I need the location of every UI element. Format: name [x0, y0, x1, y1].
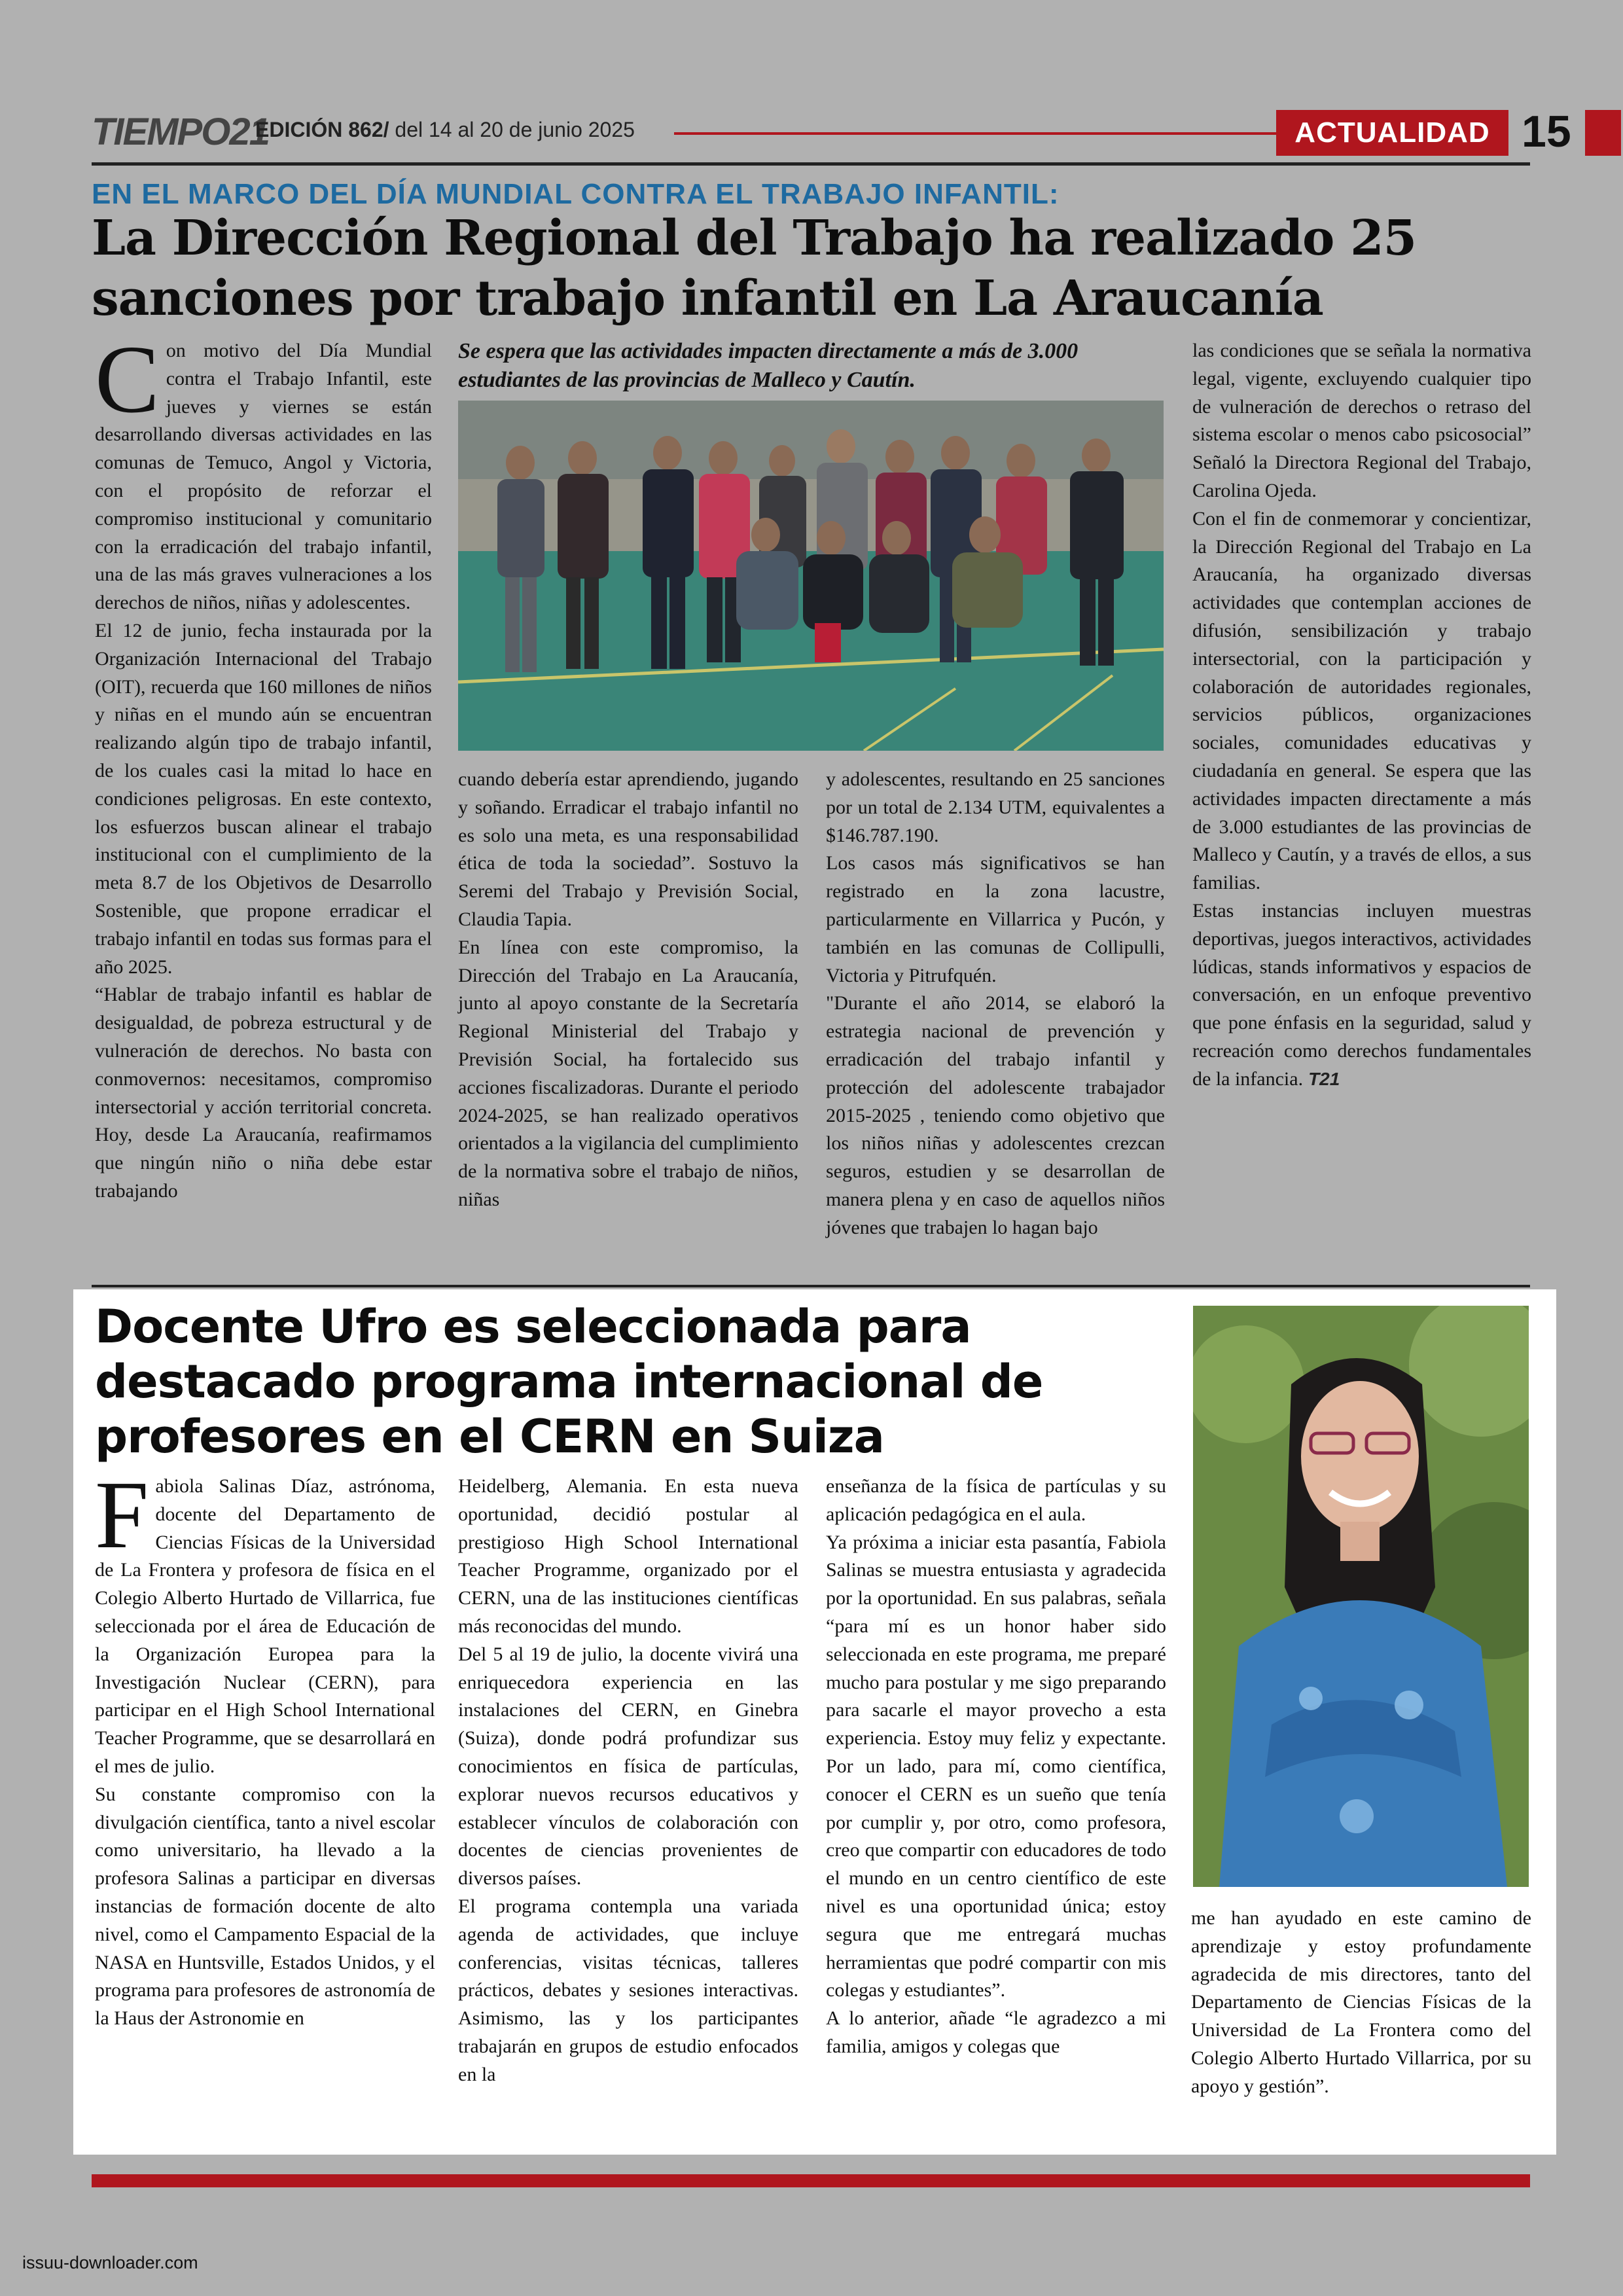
article1-paragraph: cuando debería estar aprendiendo, jugando y soñando. Erradicar el trabajo infantil no es solo una meta, es una responsabilidad ética de toda la sociedad”. Sostuvo la Seremi del Trabajo y Previsión Social, Claudia Tapia. [458, 768, 798, 930]
page-number: 15 [1522, 107, 1571, 156]
article1-paragraph: Estas instancias incluyen muestras deportivas, juegos interactivos, actividades lúdicas, stands informativos y espacios de conversación, en un enfoque preventivo que pone énfasis en la seguridad, salud y recreación como derechos fundamentales de la infancia. [1192, 899, 1531, 1090]
header-divider [674, 132, 1276, 135]
edition-label: EDICIÓN 862/ [255, 118, 389, 141]
article1-paragraph: “Hablar de trabajo infantil es hablar de desigualdad, de pobreza estructural y de vulneración de derechos. No basta con conmovernos: necesitamos, compromiso intersectorial y acción territorial concreta. Hoy, desde La Araucanía, reafirmamos que ningún niño o niña debe estar trabajando [95, 984, 432, 1202]
article1-kicker: EN EL MARCO DEL DÍA MUNDIAL CONTRA EL TRABAJO INFANTIL: [92, 178, 1060, 210]
article1-column-4 [1192, 337, 1531, 1094]
article1-column-1 [95, 326, 432, 1206]
portrait-photo [1193, 1306, 1529, 1887]
article1-paragraph: y adolescentes, resultando en 25 sanciones por un total de 2.134 UTM, equivalentes a $146.787.190. [826, 768, 1165, 846]
edition-info [255, 118, 635, 142]
article1-deck: Se espera que las actividades impacten directamente a más de 3.000 estudiantes de las provincias de Malleco y Cautín. [458, 339, 1079, 392]
article1-column-3 [826, 766, 1165, 1242]
article1-headline: La Dirección Regional del Trabajo ha realizado 25 sanciones por trabajo infantil en La Araucanía [92, 210, 1417, 327]
article2-column-2 [458, 1473, 798, 2089]
newspaper-logo: TIEMPO21 [92, 111, 269, 153]
article1-dropcap: C [95, 326, 160, 433]
source-watermark: issuu-downloader.com [22, 2253, 198, 2272]
article1-paragraph: "Durante el año 2014, se elaboró la estrategia nacional de prevención y erradicación del trabajo infantil y protección del adolescente trabajador 2015-2025 , teniendo como objetivo que los niños niñas y adolescentes crezcan seguros, estudien y se desarrollan de manera plena y en caso de aquellos niños jóvenes que trabajen lo hagan bajo [826, 992, 1165, 1238]
article2-column-3 [826, 1473, 1166, 2061]
article-separator [92, 1285, 1530, 1287]
header-rule [92, 162, 1530, 166]
article2-paragraph: Su constante compromiso con la divulgación científica, tanto a nivel escolar como universitario, ha llevado a la profesora Salinas a participar en diversas instancias de formación docente de alto nivel, como el Campamento Espacial de la NASA en Huntsville, Estados Unidos, y el programa para profesores de astronomía de la Haus der Astronomie en [95, 1783, 435, 2030]
group-photo-illustration [458, 401, 1164, 751]
footer-bar [92, 2174, 1530, 2187]
portrait-illustration [1193, 1306, 1529, 1887]
group-photo [458, 401, 1164, 751]
article2-column-4 [1191, 1905, 1531, 2101]
page-header [92, 105, 1571, 164]
article1-paragraph: El 12 de junio, fecha instaurada por la Organización Internacional del Trabajo (OIT), recuerda que 160 millones de niños y niñas en el mundo aún se encuentran realizando algún tipo de trabajo infantil, de los cuales casi la mitad lo hace en condiciones peligrosas. En este contexto, los esfuerzos buscan alinear el trabajo institucional con el cumplimiento de la meta 8.7 de los Objetivos de Desarrollo Sostenible, que propone erradicar el trabajo infantil en todas sus formas para el año 2025. [95, 619, 432, 978]
article2-paragraph: Del 5 al 19 de julio, la docente vivirá una enriquecedora experiencia en las instalaciones del CERN, en Ginebra (Suiza), donde podrá profundizar sus conocimientos en física de partículas, explorar nuevos recursos educativos y establecer vínculos de colaboración con docentes de ciencias provenientes de diversos países. [458, 1643, 798, 1890]
article1-paragraph: Con el fin de conmemorar y concientizar, la Dirección Regional del Trabajo en La Araucanía, ha organizado diversas actividades que contemplan acciones de difusión, sensibilización y trabajo intersectorial, con la participación y colaboración de autoridades regionales, servicios públicos, organizaciones sociales, comunidades educativas y ciudadanía en general. Se espera que las actividades impacten directamente a más de 3.000 estudiantes de las provincias de Malleco y Cautín, y a través de ellos, a sus familias. [1192, 507, 1531, 894]
article2-paragraph: Heidelberg, Alemania. En esta nueva oportunidad, decidió postular al prestigioso High School International Teacher Programme, organizado por el CERN, una de las instituciones científicas más reconocidas del mundo. [458, 1475, 798, 1637]
edition-date: del 14 al 20 de junio 2025 [389, 118, 635, 141]
article2-paragraph: El programa contempla una variada agenda de actividades, que incluye conferencias, visitas técnicas, talleres prácticos, debates y sesiones interactivas. Asimismo, las y los participantes trabajarán en grupos de estudio enfocados en la [458, 1895, 798, 2085]
article1-paragraph: las condiciones que se señala la normativa legal, vigente, excluyendo cualquier tipo de vulneración de derechos o retraso del sistema escolar o menos cabo psicosocial” Señaló la Directora Regional del Trabajo, Carolina Ojeda. [1192, 340, 1531, 501]
article2-paragraph: A lo anterior, añade “le agradezco a mi familia, amigos y colegas que [826, 2007, 1166, 2057]
article1-paragraph: Los casos más significativos se han registrado en la zona lacustre, particularmente en Villarrica y Pucón, y también en las comunas de Collipulli, Victoria y Pitrufquén. [826, 852, 1165, 986]
end-mark-logo: T21 [1308, 1068, 1340, 1089]
article2-paragraph: enseñanza de la física de partículas y su aplicación pedagógica en el aula. [826, 1475, 1166, 1525]
article2-headline: Docente Ufro es seleccionada para destacado programa internacional de profesores en el CERN en Suiza [95, 1300, 1043, 1463]
article2-dropcap: F [95, 1462, 149, 1569]
article2-paragraph: Ya próxima a iniciar esta pasantía, Fabiola Salinas se muestra entusiasta y agradecida por la oportunidad. En sus palabras, señala “para mí es un honor haber sido seleccionada en este programa, me preparé mucho para postular y me sigo preparando para sacarle el mayor provecho a esta experiencia. Estoy muy feliz y expectante. Por un lado, para mí, como científica, conocer el CERN es un sueño que tenía por cumplir y, por otro, como profesora, creo que compartir con educadores de todo el mundo en un centro científico de este nivel es una oportunidad única; estoy segura que me entregará muchas herramientas que podré compartir con mis colegas y estudiantes”. [826, 1531, 1166, 2001]
article1-paragraph: on motivo del Día Mundial contra el Trabajo Infantil, este jueves y viernes se están desarrollando diversas actividades en las comunas de Temuco, Angol y Victoria, con el propósito de reforzar el compromiso institucional y comunitario con la erradicación del trabajo infantil, una de las más graves vulneraciones a los derechos de niños, niñas y adolescentes. [95, 340, 432, 614]
article1-column-2 [458, 766, 798, 1214]
article2-paragraph: me han ayudado en este camino de aprendizaje y estoy profundamente agradecida de mis directores, tanto del Departamento de Ciencias Físicas de la Universidad de La Frontera como del Colegio Alberto Hurtado Villarrica, por su apoyo y gestión”. [1191, 1907, 1531, 2097]
article2-paragraph: abiola Salinas Díaz, astrónoma, docente del Departamento de Ciencias Físicas de la Universidad de La Frontera y profesora de física en el Colegio Alberto Hurtado de Villarrica, fue seleccionada por el área de Educación de la Organización Europea para la Investigación Nuclear (CERN), para participar en el High School International Teacher Programme, que se desarrollará en el mes de julio. [95, 1475, 435, 1777]
page-number-accent [1585, 110, 1621, 156]
section-label: ACTUALIDAD [1276, 110, 1508, 156]
article1-paragraph: En línea con este compromiso, la Dirección del Trabajo en La Araucanía, junto al apoyo constante de la Secretaría Regional Ministerial del Trabajo y Previsión Social, ha fortalecido sus acciones fiscalizadoras. Durante el periodo 2024-2025, se han realizado operativos orientados a la vigilancia del cumplimiento de la normativa sobre el trabajo de niños, niñas [458, 936, 798, 1210]
article2-column-1 [95, 1462, 435, 2033]
